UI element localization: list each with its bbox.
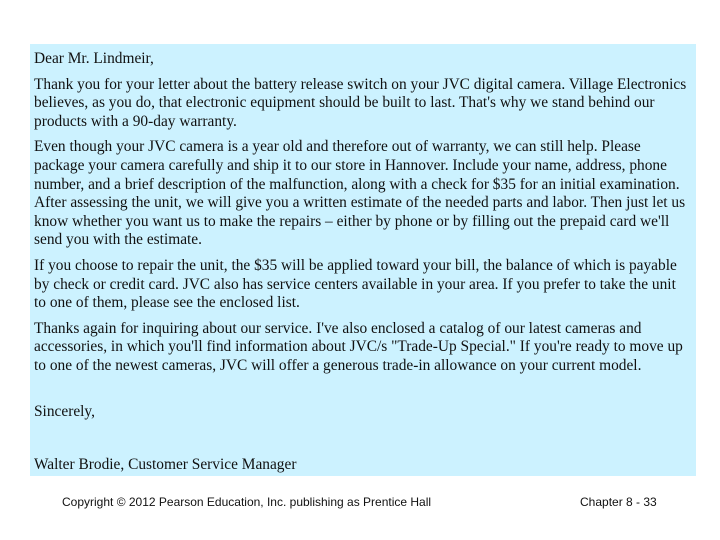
letter-paragraph-3: If you choose to repair the unit, the $35 will be applied toward your bill, the balance of which is payable by check or credit card. JVC also has service centers available in your area. If you prefer to take the unit to one of them, please see the enclosed list. — [34, 256, 677, 312]
letter-closing: Sincerely, — [34, 403, 95, 420]
letter-paragraph-1: Thank you for your letter about the battery release switch on your JVC digital camera. Village Electronics believes, as you do, that electronic equipment should be built to last. That's why we stand behind our products with a 90-day warranty. — [34, 75, 687, 130]
letter-body — [30, 44, 696, 476]
letter-paragraph-4: Thanks again for inquiring about our service. I've also enclosed a catalog of our latest cameras and accessories, in which you'll find information about JVC/s "Trade-Up Special." If you're ready to move up to one of the newest cameras, JVC will offer a generous trade-in allowance on your current model. — [34, 319, 683, 374]
letter-paragraph-2: Even though your JVC camera is a year old and therefore out of warranty, we can still help. Please package your camera carefully and ship it to our store in Hannover. Include your name, address, phone number, and a brief description of the malfunction, along with a check for $35 for an initial examination. After assessing the unit, we will give you a written estimate of the needed parts and labor. Then just let us know whether you want us to make the repairs – either by phone or by filling out the prepaid card we'll send you with the estimate. — [34, 138, 686, 249]
copyright-notice: Copyright © 2012 Pearson Education, Inc. publishing as Prentice Hall — [62, 495, 432, 509]
slide-number: Chapter 8 - 33 — [580, 495, 657, 509]
letter-salutation: Dear Mr. Lindmeir, — [34, 50, 154, 67]
letter-signature: Walter Brodie, Customer Service Manager — [34, 456, 297, 473]
